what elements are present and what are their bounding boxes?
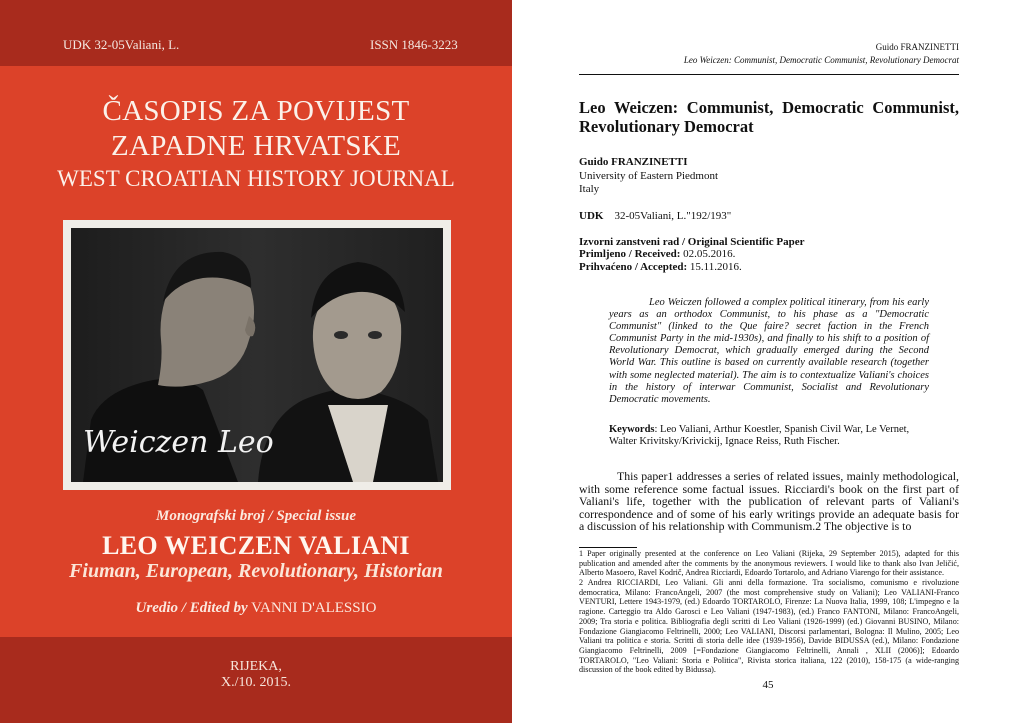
- keywords-list: : Leo Valiani, Arthur Koestler, Spanish Civil War, Le Vernet, Walter Krivitsky/Krivickij, Ignace Reiss, Ruth Fischer.: [609, 424, 910, 448]
- issue-subtitle: Fiuman, European, Revolutionary, Historian: [69, 560, 443, 582]
- edited-by-label: Uredio / Edited by: [135, 600, 248, 616]
- cover-title-line2: ZAPADNE HRVATSKE: [110, 130, 402, 162]
- received-label: Primljeno / Received:: [579, 248, 681, 261]
- accepted-date: 15.11.2016.: [689, 260, 742, 273]
- header-rule: [579, 74, 959, 75]
- footnote-2: 2 Andrea RICCIARDI, Leo Valiani. Gli anni della formazione. Tra socialismo, comunismo e rivoluzione democratica, Milano: FrancoAngeli, 2007 (the most comprehensive study on Valiani); Leo VALIANI-Franco VENTURI, Lettere 1943-1979, (ed.) Edoardo TORTAROLO, Firenze: La Nuova Italia, 1999, 108; L'impegno e la ragione. Carteggio tra Aldo Garosci e Leo Valiani (1947-1983), (ed.) Franco FANTONI, Milano: FrancoAngeli, 2009; Tra storia e politica. Bibliografia degli scritti di Leo Valiani (1926-1999) (ed.) Giovanni BUSINO, Milano: Fondazione Giangiacomo Feltrinelli, 2000; Leo VALIANI, Discorsi parlamentari, Bologna: Il Mulino, 2005; Leo Valiani tra politica e storia. Scritti di storia delle idee (1939-1956), Davide BIDUSSA (ed.), Milano: Fondazione Giangiacomo Feltrinelli, 2009 [=Fondazione Giangiacomo Feltrinelli, Annali , XLII (2006)]; Edoardo TORTAROLO, "Leo Valiani: Storia e Politica", Rivista storica italiana, 122 (2010), 158-175 (a wide-ranging discussion of the book edited by Bidussa).: [579, 578, 959, 675]
- edited-by-line: [0, 600, 512, 617]
- keywords: [609, 424, 939, 449]
- cover-title-line1: ČASOPIS ZA POVIJEST: [102, 95, 410, 127]
- page-number: 45: [762, 679, 774, 691]
- cover-udk: UDK 32-05Valiani, L.: [63, 37, 180, 52]
- cover-date: X./10. 2015.: [221, 675, 291, 690]
- accepted-label: Prihvaćeno / Accepted:: [579, 260, 688, 273]
- cover-top-band: [0, 0, 512, 66]
- article-title: Leo Weiczen: Communist, Democratic Communist, Revolutionary Democrat: [579, 98, 959, 136]
- udk-line: [579, 210, 731, 222]
- editor-name: VANNI D'ALESSIO: [251, 600, 377, 616]
- paper-info: [579, 236, 804, 273]
- mugshot-image: [63, 220, 451, 490]
- author-affiliation: University of Eastern Piedmont: [579, 169, 719, 182]
- special-issue-label: Monografski broj / Special issue: [155, 508, 357, 524]
- udk-value: 32-05Valiani, L."192/193": [614, 210, 732, 222]
- author-block: [579, 156, 718, 197]
- paper-type: Izvorni zanstveni rad / Original Scientific Paper: [579, 236, 805, 248]
- udk-label: UDK: [579, 210, 604, 222]
- cover-title-english: WEST CROATIAN HISTORY JOURNAL: [57, 166, 455, 191]
- cover-photo: [63, 220, 451, 490]
- received-date: 02.05.2016.: [683, 248, 736, 261]
- running-header-author: Guido FRANZINETTI: [875, 42, 959, 52]
- cover-city: RIJEKA,: [230, 659, 282, 674]
- article-page: [512, 0, 1024, 723]
- footnote-1: 1 Paper originally presented at the conference on Leo Valiani (Rijeka, 29 September 2015), adapted for this publication and amended after the comments by the anonymous reviewers. I would like to thank also Ivan Jeličić, Alberto Masoero, Ravel Kodrič, Andrea Ricciardi, Edoardo Tortarolo, and Adriano Viarengo for their assistance.: [579, 549, 959, 578]
- keywords-label: Keywords: [609, 424, 655, 435]
- cover-issn: ISSN 1846-3223: [370, 37, 458, 52]
- issue-name: LEO WEICZEN VALIANI: [102, 531, 410, 560]
- abstract: Leo Weiczen followed a complex political itinerary, from his early years as an orthodox Communist, to his phase as a "Democratic Communist" (linked to the Que faire? secret faction in the French Communist Party in the mid-1930s), and finally to his shift to a position of Revolutionary Democrat, which gradually emerged during the Second World War. This outline is based on currently available research (together with some neglected material). The aim is to contextualize Valiani's choices in the history of interwar Communist, Socialist and Revolutionary Democratic movements.: [609, 297, 929, 405]
- body-paragraph: This paper1 addresses a series of related issues, mainly methodological, with some reference some factual issues. Ricciardi's book on the first part of Valiani's life, together with the publication of relevant parts of Valiani's correspondence and of some of his early writings provide an adequate basis for a discussion of his relationship with Communism.2 The objective is to: [579, 469, 959, 534]
- running-header-title: Leo Weiczen: Communist, Democratic Communist, Revolutionary Democrat: [683, 55, 959, 65]
- author-name: Guido FRANZINETTI: [579, 156, 688, 168]
- footnote-rule: [579, 547, 637, 548]
- author-country: Italy: [579, 183, 600, 195]
- photo-inscription: Weiczen Leo: [83, 425, 274, 460]
